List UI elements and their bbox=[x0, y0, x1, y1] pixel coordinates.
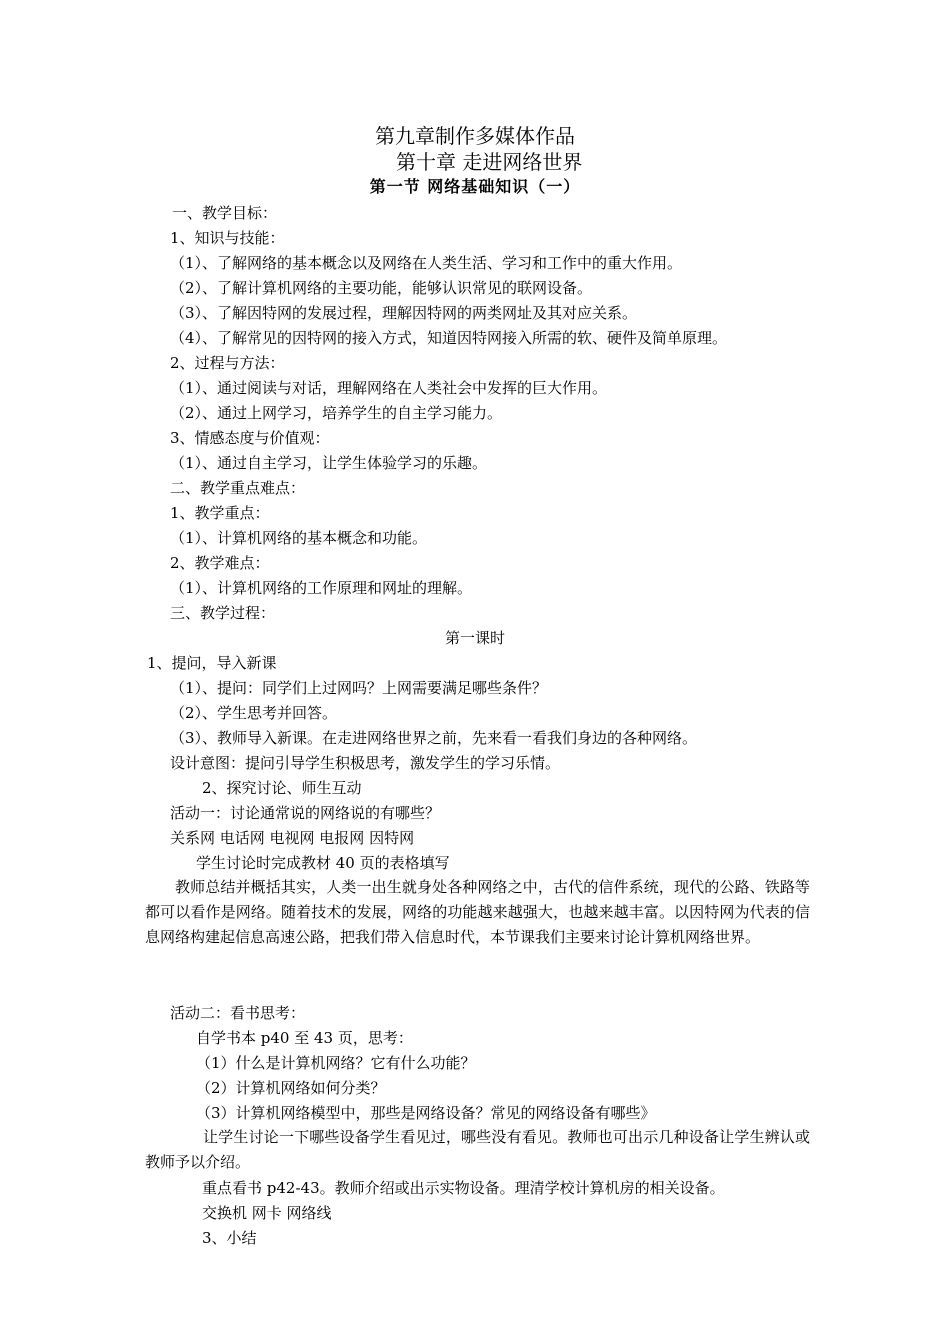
objective-item: （2）、了解计算机网络的主要功能，能够认识常见的联网设备。 bbox=[170, 279, 593, 297]
section-title: 第一节 网络基础知识（一） bbox=[369, 177, 581, 196]
step-heading: 1、提问，导入新课 bbox=[147, 654, 277, 672]
objective-item: （2）、通过上网学习，培养学生的自主学习能力。 bbox=[170, 404, 503, 422]
key-points-heading: 1、教学重点： bbox=[170, 504, 270, 522]
question-item: （3）计算机网络模型中，那些是网络设备？常见的网络设备有哪些》 bbox=[196, 1104, 656, 1122]
objective-item: （1）、通过阅读与对话，理解网络在人类社会中发挥的巨大作用。 bbox=[170, 379, 608, 397]
question-item: （2）计算机网络如何分类？ bbox=[196, 1079, 386, 1097]
difficult-point-item: （1）、计算机网络的工作原理和网址的理解。 bbox=[170, 579, 473, 597]
chapter10-title: 第十章 走进网络世界 bbox=[396, 150, 583, 174]
design-intent: 设计意图：提问引导学生积极思考，激发学生的学习乐情。 bbox=[170, 754, 561, 772]
teacher-summary-paragraph: 教师总结并概括其实，人类一出生就身处各种网络之中，古代的信件系统，现代的公路、铁路等都可以看作是网络。随着技术的发展，网络的功能越来越强大，也越来越丰富。以因特网为代表的信息网络构建起信息高速公路，把我们带入信息时代，本节课我们主要来讨论计算机网络世界。 bbox=[145, 878, 810, 946]
knowledge-skills-heading: 1、知识与技能： bbox=[170, 229, 285, 247]
process-method-heading: 2、过程与方法： bbox=[170, 354, 285, 372]
lesson-one-heading: 第一课时 bbox=[444, 629, 505, 647]
activity-note: 学生讨论时完成教材 40 页的表格填写 bbox=[196, 854, 450, 872]
attitude-values-heading: 3、情感态度与价值观： bbox=[170, 429, 330, 447]
key-reading-note: 重点看书 p42-43。教师介绍或出示实物设备。理清学校计算机房的相关设备。 bbox=[202, 1179, 725, 1197]
step-heading: 2、探究讨论、师生互动 bbox=[202, 779, 362, 797]
summary-heading: 3、小结 bbox=[202, 1229, 257, 1247]
key-difficult-heading: 二、教学重点难点： bbox=[170, 479, 306, 497]
step-item: （1）、提问：同学们上过网吗？上网需要满足哪些条件？ bbox=[170, 679, 548, 697]
objective-item: （3）、了解因特网的发展过程，理解因特网的两类网址及其对应关系。 bbox=[170, 304, 638, 322]
difficult-points-heading: 2、教学难点： bbox=[170, 554, 270, 572]
step-item: （3）、教师导入新课。在走进网络世界之前，先来看一看我们身边的各种网络。 bbox=[170, 729, 698, 747]
self-study-note: 自学书本 p40 至 43 页，思考： bbox=[196, 1029, 413, 1047]
process-heading: 三、教学过程： bbox=[170, 604, 276, 622]
activity-one: 活动一：讨论通常说的网络说的有哪些？ bbox=[170, 804, 441, 822]
key-point-item: （1）、计算机网络的基本概念和功能。 bbox=[170, 529, 428, 547]
device-list: 交换机 网卡 网络线 bbox=[202, 1204, 332, 1222]
network-types: 关系网 电话网 电视网 电报网 因特网 bbox=[170, 829, 415, 847]
objective-item: （1）、了解网络的基本概念以及网络在人类生活、学习和工作中的重大作用。 bbox=[170, 254, 683, 272]
chapter9-title: 第九章制作多媒体作品 bbox=[375, 124, 575, 148]
step-item: （2）、学生思考并回答。 bbox=[170, 704, 338, 722]
discussion-paragraph: 让学生讨论一下哪些设备学生看见过，哪些没有看见。教师也可出示几种设备让学生辨认或教师予以介绍。 bbox=[145, 1128, 810, 1171]
objective-item: （4）、了解常见的因特网的接入方式，知道因特网接入所需的软、硬件及简单原理。 bbox=[170, 329, 728, 347]
objectives-heading: 一、教学目标： bbox=[172, 204, 278, 222]
question-item: （1）什么是计算机网络？它有什么功能？ bbox=[196, 1054, 476, 1072]
activity-two: 活动二：看书思考： bbox=[170, 1004, 306, 1022]
objective-item: （1）、通过自主学习，让学生体验学习的乐趣。 bbox=[170, 454, 488, 472]
